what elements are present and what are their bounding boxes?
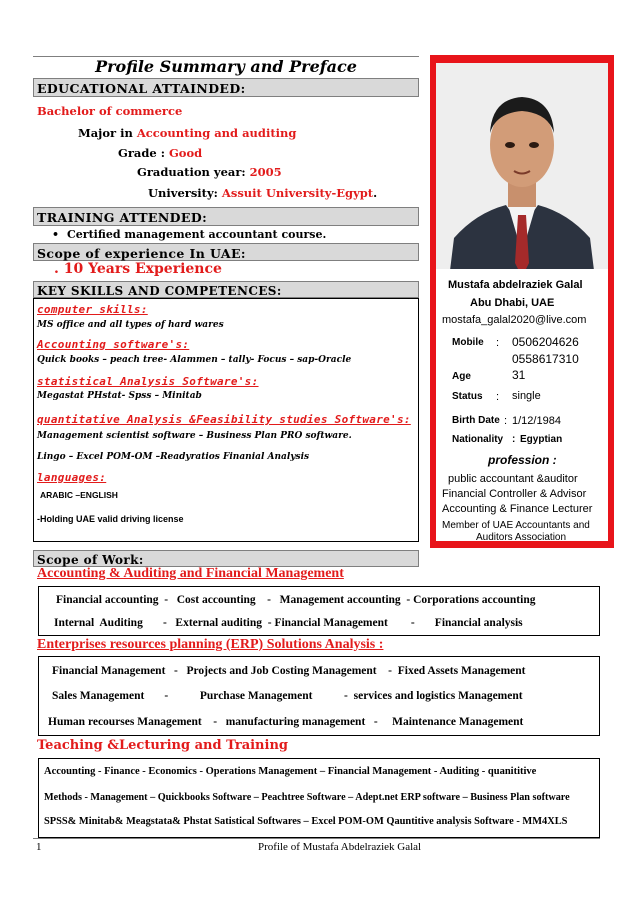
accounting-line-1: Financial accounting - Cost accounting - Management accounting - Corporations accounting <box>56 594 536 606</box>
nationality-value: Egyptian <box>520 434 563 445</box>
license-text: -Holding UAE valid driving license <box>37 514 184 524</box>
university-label: University: <box>148 186 218 200</box>
university-line <box>148 186 377 200</box>
languages-text: ARABIC –ENGLISH <box>40 490 118 500</box>
major-line <box>78 126 296 140</box>
computer-skills-heading: computer skills: <box>37 303 148 316</box>
teaching-line-2: Methods - Management – Quickbooks Software – Peachtree Software – Adept.net ERP software – Business Plan software <box>44 792 570 803</box>
profile-details <box>436 269 608 541</box>
major-label: Major in <box>78 126 133 140</box>
profile-photo <box>436 63 608 303</box>
teaching-line-1: Accounting - Finance - Economics - Operations Management – Financial Management - Auditing - quanititive <box>44 766 537 777</box>
profile-card <box>430 55 614 548</box>
computer-skills-text: MS office and all types of hard wares <box>37 320 224 330</box>
work-header: Scope of Work: <box>33 550 419 567</box>
grade-value: Good <box>168 146 203 160</box>
page-number: 1 <box>36 841 42 853</box>
mobile-label: Mobile <box>452 337 484 348</box>
quant-software-text-2: Lingo – Excel POM-OM –Readyratios Finanial Analysis <box>37 452 310 462</box>
year-value: 2005 <box>249 165 282 179</box>
birth-label: Birth Date <box>452 415 500 426</box>
degree: Bachelor of commerce <box>37 104 183 118</box>
bullet-icon: • <box>52 228 60 241</box>
accounting-software-heading: Accounting software's: <box>37 338 190 351</box>
erp-line-2: Sales Management - Purchase Management - services and logistics Management <box>52 690 523 702</box>
profession-4: Member of UAE Accountants and <box>442 520 590 531</box>
erp-line-3: Human recourses Management - manufacturing management - Maintenance Management <box>48 716 524 728</box>
card-location: Abu Dhabi, UAE <box>470 297 555 309</box>
person-photo-icon <box>436 63 608 303</box>
skills-header: KEY SKILLS AND COMPETENCES: <box>33 281 419 298</box>
mobile-colon: : <box>496 337 500 349</box>
university-value: Assuit University-Egypt <box>221 186 374 200</box>
status-colon: : <box>496 391 500 403</box>
training-header: TRAINING ATTENDED: <box>33 207 419 226</box>
quant-software-text-1: Management scientist software – Business Plan PRO software. <box>37 431 352 441</box>
card-email: mostafa_galal2020@live.com <box>442 314 587 326</box>
teaching-line-3: SPSS& Minitab& Meagstata& Phstat Satistical Softwares – Excel POM-OM Qauntitive analysis Software - MM4XLS <box>44 816 568 827</box>
languages-heading: languages: <box>37 471 107 484</box>
card-name: Mustafa abdelraziek Galal <box>448 279 583 291</box>
quant-software-heading: quantitative Analysis &Feasibility studies Software's: <box>37 413 411 426</box>
profession-2: Financial Controller & Advisor <box>442 488 587 500</box>
page-title: Profile Summary and Preface <box>95 57 357 76</box>
age-value: 31 <box>512 368 526 382</box>
erp-heading: Enterprises resources planning (ERP) Solutions Analysis : <box>37 637 384 652</box>
erp-line-1: Financial Management - Projects and Job Costing Management - Fixed Assets Management <box>52 665 526 677</box>
nationality-label: Nationality <box>452 434 504 445</box>
mobile-1: 0506204626 <box>512 335 579 349</box>
footer-rule <box>33 838 600 839</box>
birth-value: 1/12/1984 <box>512 415 561 427</box>
age-label: Age <box>452 371 471 382</box>
year-line <box>137 165 282 179</box>
stat-software-heading: statistical Analysis Software's: <box>37 375 259 388</box>
experience-value: . 10 Years Experience <box>54 261 222 277</box>
status-value: single <box>512 390 541 402</box>
status-label: Status <box>452 391 483 402</box>
profession-3: Accounting & Finance Lecturer <box>442 503 593 515</box>
education-header: EDUCATIONAL ATTAINDED: <box>33 78 419 97</box>
profession-label: profession : <box>488 453 557 467</box>
mobile-2: 0558617310 <box>512 352 579 366</box>
grade-label: Grade : <box>118 146 165 160</box>
university-dot: . <box>373 186 378 200</box>
year-label: Graduation year: <box>137 165 246 179</box>
experience-header: Scope of experience In UAE: <box>33 243 419 261</box>
accounting-heading: Accounting & Auditing and Financial Management <box>37 566 344 581</box>
profession-1: public accountant &auditor <box>448 473 578 485</box>
training-item-label: Certified management accountant course. <box>67 228 327 241</box>
footer-text: Profile of Mustafa Abdelraziek Galal <box>258 841 422 853</box>
stat-software-text: Megastat PHstat- Spss – Minitab <box>37 391 202 401</box>
birth-colon: : <box>504 415 508 427</box>
accounting-line-2: Internal Auditing - External auditing - Financial Management - Financial analysis <box>54 617 523 629</box>
training-item <box>52 228 326 241</box>
nationality-colon: : <box>512 434 516 445</box>
teaching-heading: Teaching &Lecturing and Training <box>37 738 288 753</box>
profession-5: Auditors Association <box>476 532 567 543</box>
major-value: Accounting and auditing <box>136 126 297 140</box>
accounting-software-text: Quick books – peach tree- Alammen – tally- Focus – sap-Oracle <box>37 355 352 365</box>
grade-line <box>118 146 202 160</box>
